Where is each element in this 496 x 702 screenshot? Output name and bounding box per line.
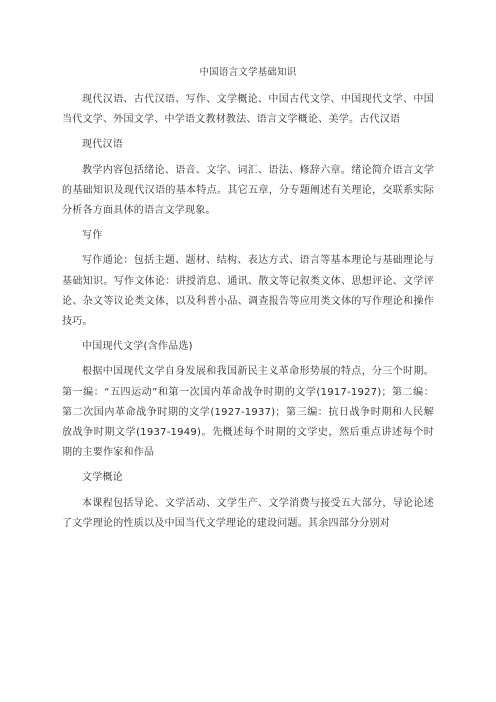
paragraph-course-list: 现代汉语、古代汉语、写作、文学概论、中国古代文学、中国现代文学、中国当代文学、外国文学、中学语文教材教法、语言文学概论、美学。古代汉语 (62, 94, 434, 126)
document-body (62, 90, 434, 539)
document-title: 中国语言文学基础知识 (199, 67, 297, 78)
section-heading-modern-literature: 中国现代文学(含作品选) (82, 341, 193, 353)
section-heading-modern-chinese: 现代汉语 (82, 139, 123, 151)
paragraph-literary-theory: 本课程包括导论、文学活动、文学生产、文学消费与接受五大部分，导论论述了文学理论的性质以及中国当代文学理论的建设问题。其余四部分分别对 (62, 497, 434, 529)
paragraph-writing: 写作通论：包括主题、题材、结构、表达方式、语言等基本理论与基础理论与基础知识。写作文体论：讲授消息、通讯、散文等记叙类文体、思想评论、文学评论、杂文等议论类文体，以及科普小品、调查报告等应用类文体的写作理论和操作技巧。 (62, 255, 434, 328)
section-heading-literary-theory: 文学概论 (82, 472, 123, 484)
paragraph-modern-literature: 根据中国现代文学自身发展和我国新民主义革命形势展的特点，分三个时期。第一编：“五四运动”和第一次国内革命战争时期的文学(1917-1927)；第二编：第二次国内革命战争时期的文学(1927-1937)；第三编：抗日战争时期和人民解放战争时期文学(1937-1949)。先概述每个时期的文学史，然后重点讲述每个时期的主要作家和作品 (62, 366, 434, 459)
section-heading-writing: 写作 (82, 230, 103, 242)
paragraph-modern-chinese: 教学内容包括绪论、语音、文字、词汇、语法、修辞六章。绪论简介语言文学的基础知识及现代汉语的基本特点。其它五章，分专题阐述有关理论，交联系实际分析各方面具体的语言文学现象。 (62, 164, 434, 217)
